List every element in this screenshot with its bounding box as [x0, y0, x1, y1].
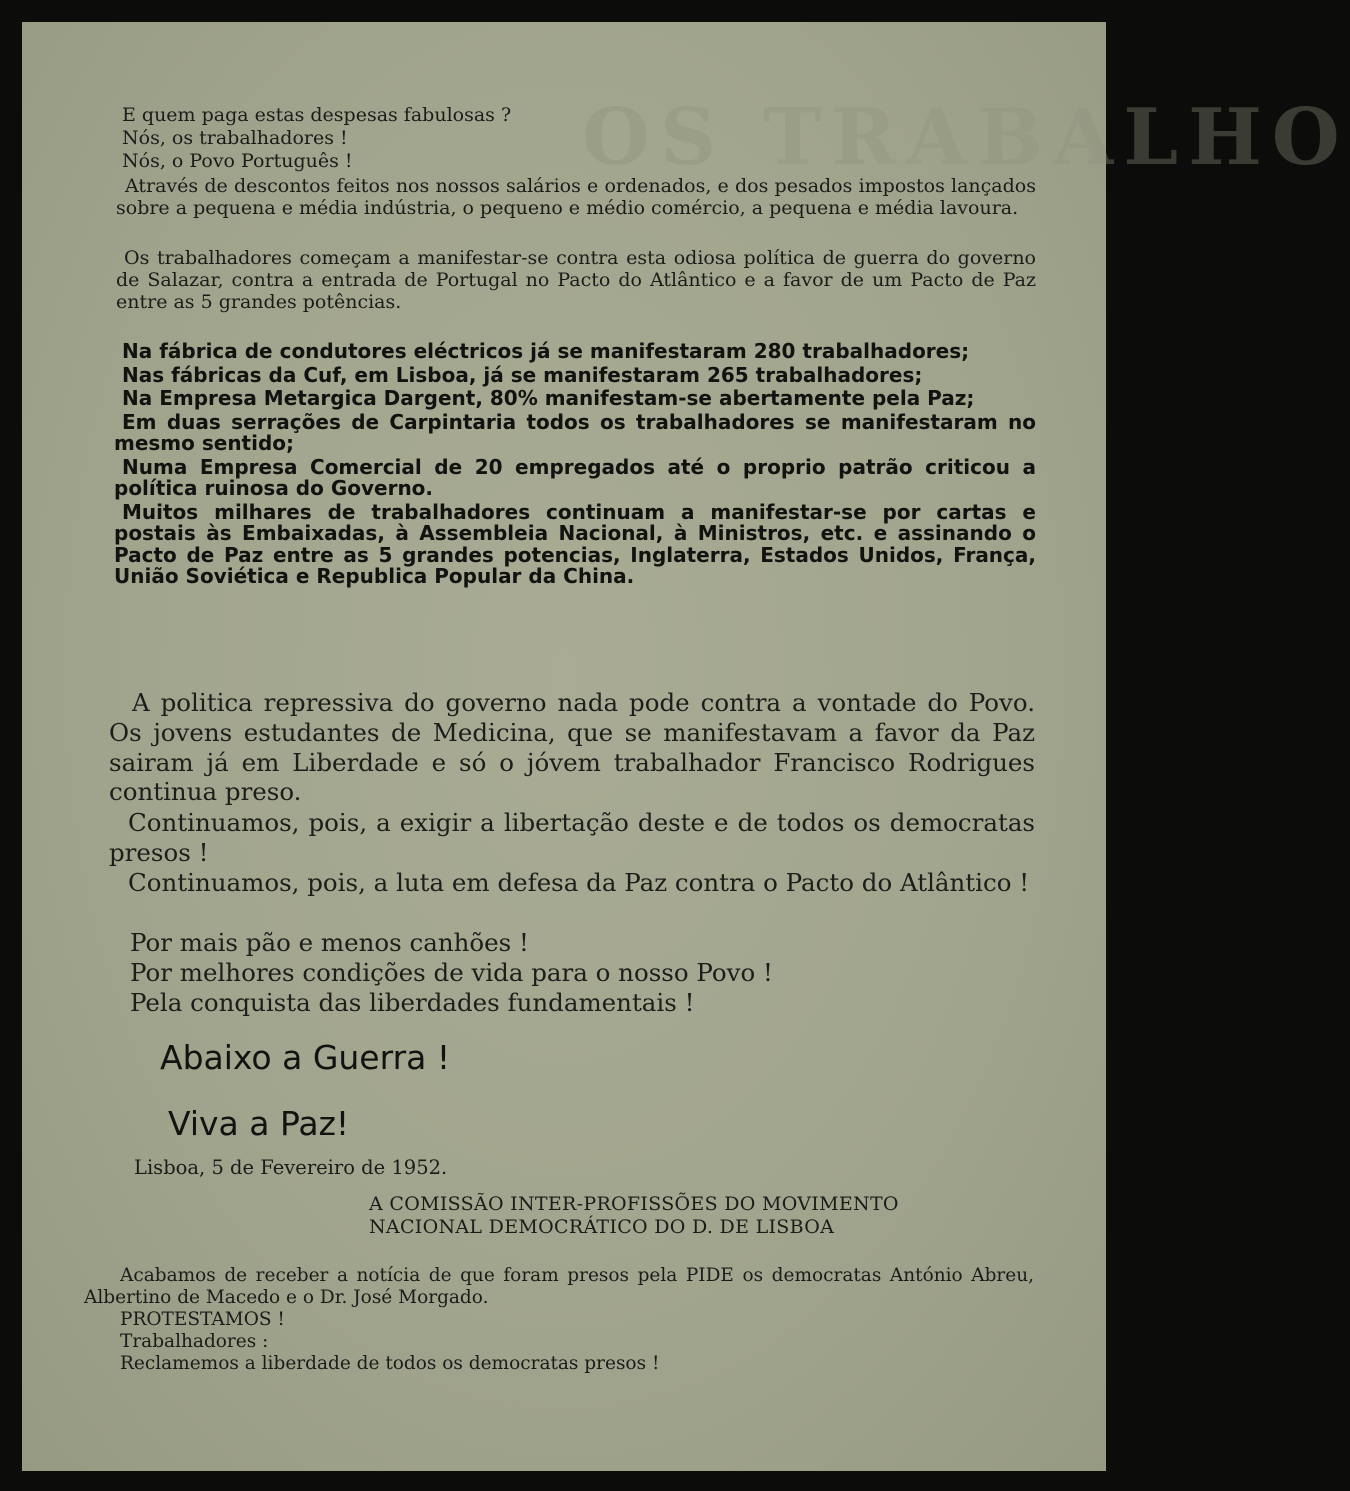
- manifestation-item: Na Empresa Metargica Dargent, 80% manifestam-se abertamente pela Paz;: [122, 386, 975, 410]
- exclamation-freedoms: Pela conquista das liberdades fundamentais !: [130, 988, 695, 1017]
- intro-answer-people: Nós, o Povo Português !: [122, 150, 353, 172]
- manifestation-item: Em duas serrações de Carpintaria todos os trabalhadores se manifestaram no mesmo sentido;: [114, 409, 1036, 455]
- manifestation-item: Numa Empresa Comercial de 20 empregados até o proprio patrão criticou a política ruinosa do Governo.: [114, 454, 1036, 500]
- manifestation-item: Na fábrica de condutores eléctricos já se manifestaram 280 trabalhadores;: [122, 339, 970, 363]
- postscript-paragraph: Acabamos de receber a notícia de que foram presos pela PIDE os democratas António Abreu, Albertino de Macedo e o Dr. José Morgado.: [84, 1265, 1034, 1308]
- slogan-long-live-peace: Viva a Paz!: [168, 1104, 350, 1143]
- repression-paragraph: A politica repressiva do governo nada pode contra a vontade do Povo. Os jovens estudantes de Medicina, que se manifestavam a favor da Paz sairam já em Liberdade e só o jóvem trabalhador Francisco Rodrigues continua preso.: [109, 688, 1035, 807]
- leaflet-page: [22, 22, 1350, 1471]
- demand-release-paragraph: Continuamos, pois, a exigir a libertação deste e de todos os democratas presos !: [109, 808, 1035, 867]
- manifestation-item: Nas fábricas da Cuf, em Lisboa, já se manifestaram 265 trabalhadores;: [122, 362, 923, 387]
- slogan-down-with-war: Abaixo a Guerra !: [160, 1038, 451, 1077]
- peace-struggle-paragraph: Continuamos, pois, a luta em defesa da Paz contra o Pacto do Atlântico !: [128, 868, 1030, 897]
- intro-question: E quem paga estas despesas fabulosas ?: [122, 104, 512, 126]
- intro-paragraph-workers: Os trabalhadores começam a manifestar-se contra esta odiosa política de guerra do governo de Salazar, contra a entrada de Portugal no Pacto do Atlântico e a favor de um Pacto de Paz entre as 5 grandes potências.: [116, 247, 1036, 313]
- exclamation-bread: Por mais pão e menos canhões !: [130, 928, 529, 957]
- signature-line-1: A COMISSÃO INTER-PROFISSÕES DO MOVIMENTO: [369, 1193, 899, 1215]
- manifestation-item: Muitos milhares de trabalhadores continuam a manifestar-se por cartas e postais às Embaixadas, à Assembleia Nacional, à Ministros, etc. e assinando o Pacto de Paz entre as 5 grandes potencias, Inglaterra, Estados Unidos, França, União Soviética e Republica Popular da China.: [114, 499, 1036, 588]
- exclamation-living-conditions: Por melhores condições de vida para o nosso Povo !: [130, 958, 773, 987]
- intro-paragraph-taxes: Através de descontos feitos nos nossos salários e ordenados, e dos pesados impostos lançados sobre a pequena e média indústria, o pequeno e médio comércio, a pequena e média lavoura.: [116, 175, 1036, 219]
- show-through-print: OS TRABALHO: [582, 92, 1350, 183]
- intro-answer-workers: Nós, os trabalhadores !: [122, 127, 348, 149]
- leaflet-content: [22, 22, 1106, 1471]
- postscript-workers: Trabalhadores :: [120, 1331, 269, 1352]
- postscript-demand: Reclamemos a liberdade de todos os democratas presos !: [120, 1353, 660, 1374]
- signature-line-2: NACIONAL DEMOCRÁTICO DO D. DE LISBOA: [369, 1216, 835, 1238]
- dateline: Lisboa, 5 de Fevereiro de 1952.: [134, 1156, 448, 1179]
- manifestations-list: [114, 341, 1036, 588]
- postscript-protest: PROTESTAMOS !: [120, 1309, 285, 1330]
